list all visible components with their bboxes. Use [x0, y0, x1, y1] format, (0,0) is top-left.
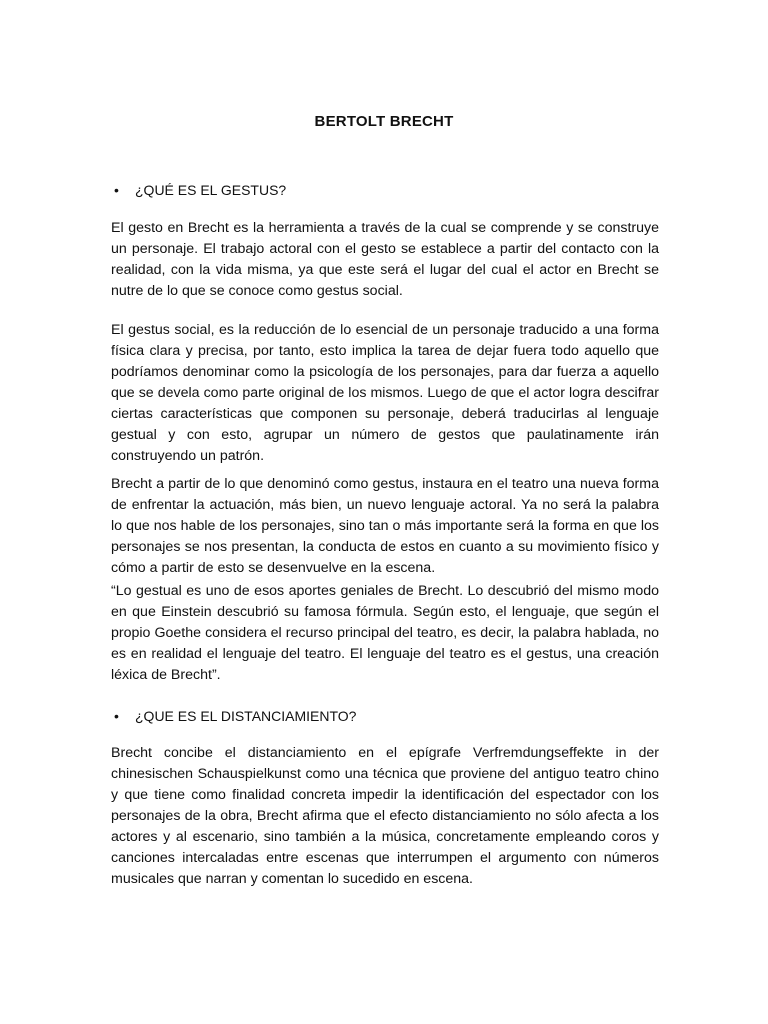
- section-heading-label: ¿QUÉ ES EL GESTUS?: [135, 182, 287, 198]
- document-title: BERTOLT BRECHT: [314, 113, 454, 130]
- bullet-icon: •: [114, 708, 119, 724]
- paragraph: Brecht a partir de lo que denominó como gestus, instaura en el teatro una nueva forma de enfrentar la actuación, más bien, un nuevo lenguaje actoral. Ya no será la palabra lo que nos hable de los personajes, sino tan o más importante será la forma en que los personajes se nos presentan, la conducta de estos en cuanto a su movimiento físico y cómo a partir de esto se desenvuelve en la escena.: [111, 476, 659, 576]
- quote-paragraph: “Lo gestual es uno de esos aportes geniales de Brecht. Lo descubrió del mismo modo en que Einstein descubrió su famosa fórmula. Según esto, el lenguaje, que según el propio Goethe considera el recurso principal del teatro, es decir, la palabra hablada, no es en realidad el lenguaje del teatro. El lenguaje del teatro es el gestus, una creación léxica de Brecht”.: [111, 583, 659, 683]
- paragraph: El gesto en Brecht es la herramienta a través de la cual se comprende y se construye un personaje. El trabajo actoral con el gesto se establece a partir del contacto con la realidad, con la vida misma, ya que este será el lugar del cual el actor en Brecht se nutre de lo que se conoce como gestus social.: [111, 220, 659, 299]
- paragraph: Brecht concibe el distanciamiento en el epígrafe Verfremdungseffekte in der chinesischen Schauspielkunst como una técnica que proviene del antiguo teatro chino y que tiene como finalidad concreta impedir la identificación del espectador con los personajes de la obra, Brecht afirma que el efecto distanciamiento no sólo afecta a los actores y al escenario, sino también a la música, concretamente empleando coros y canciones intercaladas entre escenas que interrumpen el argumento con números musicales que narran y comentan lo sucedido en escena.: [111, 745, 659, 887]
- section-heading-label: ¿QUE ES EL DISTANCIAMIENTO?: [135, 708, 357, 724]
- bullet-icon: •: [114, 182, 119, 198]
- paragraph: El gestus social, es la reducción de lo esencial de un personaje traducido a una forma física clara y precisa, por tanto, esto implica la tarea de dejar fuera todo aquello que podríamos denominar como la psicología de los personajes, para dar fuerza a aquello que se devela como parte original de los mismos. Luego de que el actor logra descifrar ciertas características que componen su personaje, deberá traducirlas al lenguaje gestual y con esto, agrupar un número de gestos que paulatinamente irán construyendo un patrón.: [111, 322, 659, 464]
